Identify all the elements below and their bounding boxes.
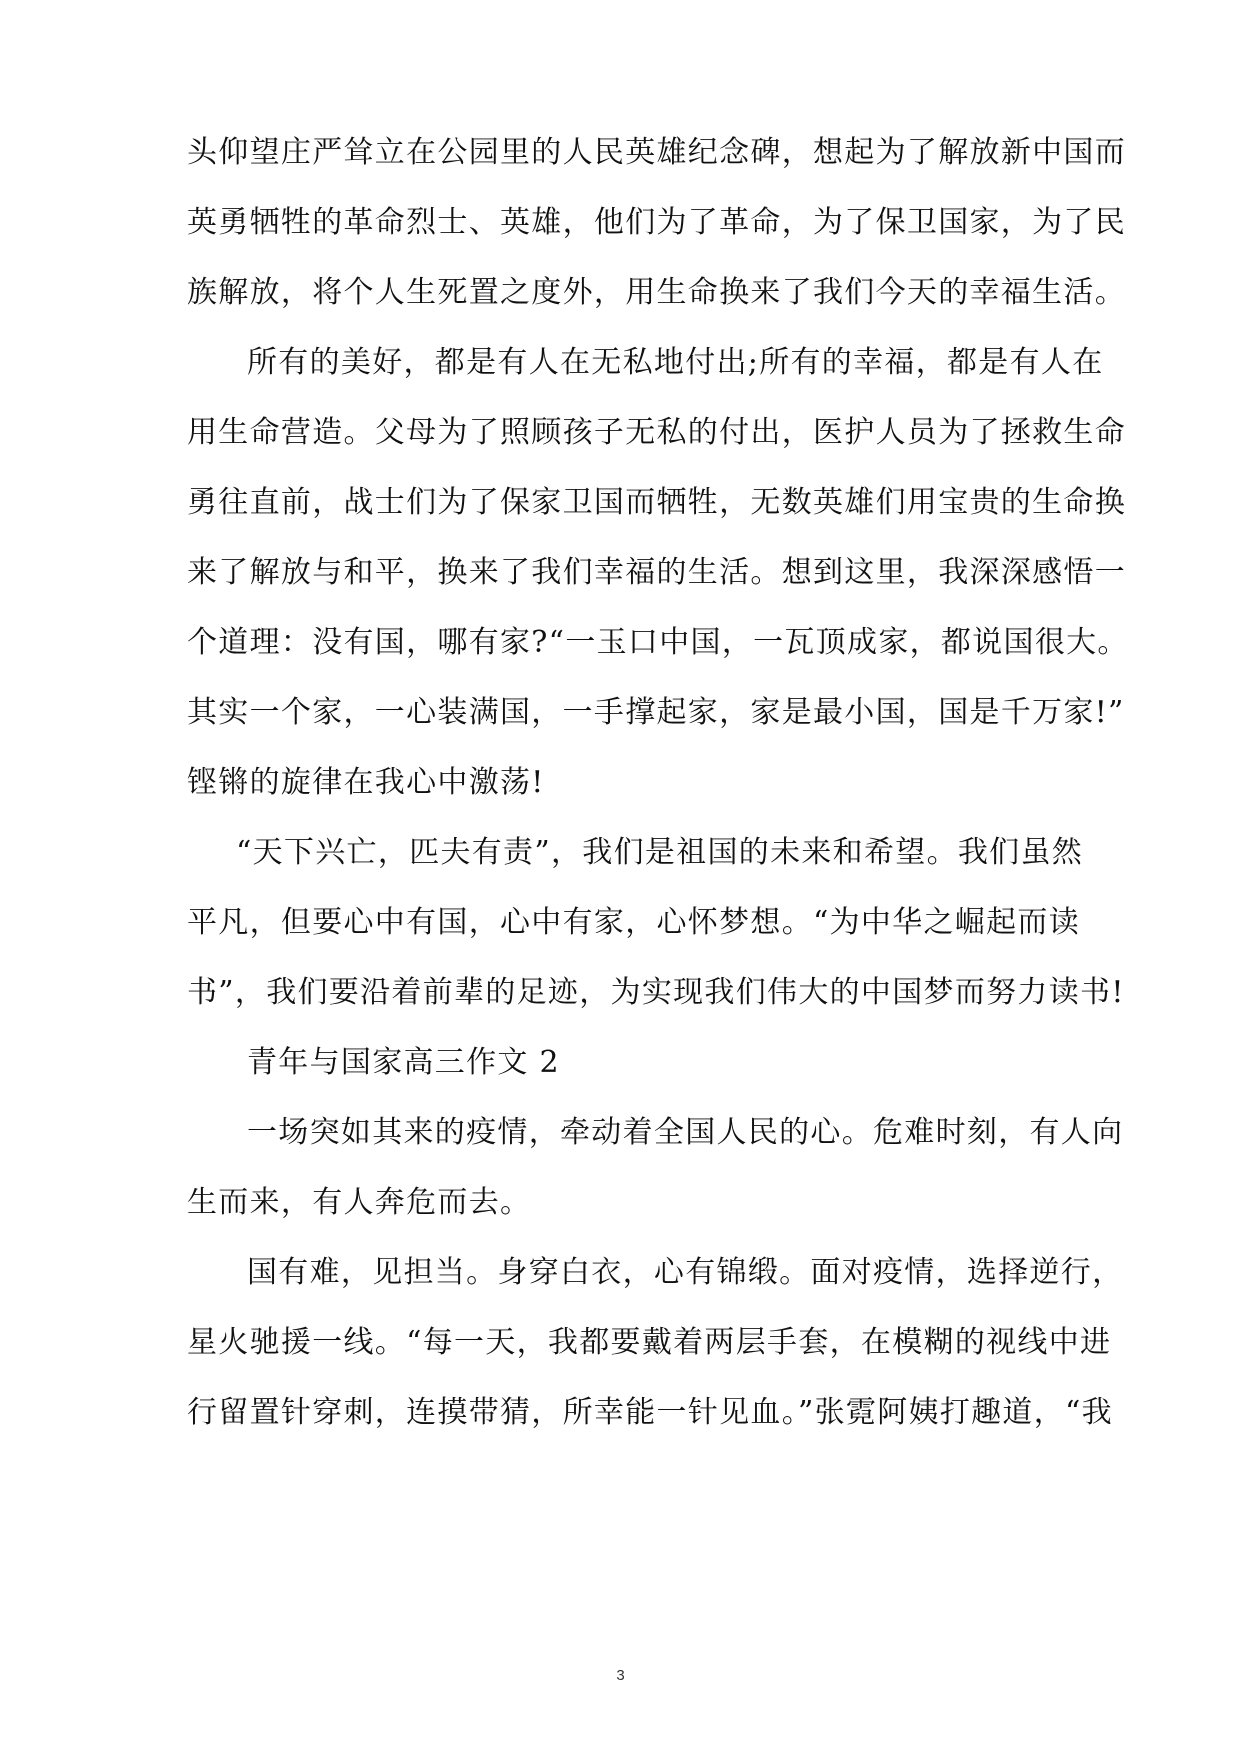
paragraph-line: 星火驰援一线。“每一天，我都要戴着两层手套，在模糊的视线中进 <box>187 1325 1112 1360</box>
paragraph-line: 英勇牺牲的革命烈士、英雄，他们为了革命，为了保卫国家，为了民 <box>187 205 1126 240</box>
paragraph-line: 书”，我们要沿着前辈的足迹，为实现我们伟大的中国梦而努力读书! <box>187 975 1125 1010</box>
paragraph-line: 一场突如其来的疫情，牵动着全国人民的心。危难时刻，有人向 <box>247 1115 1124 1150</box>
paragraph-line: 来了解放与和平，换来了我们幸福的生活。想到这里，我深深感悟一 <box>187 555 1126 590</box>
paragraph-line: 族解放，将个人生死置之度外，用生命换来了我们今天的幸福生活。 <box>187 275 1126 310</box>
paragraph-line: 头仰望庄严耸立在公园里的人民英雄纪念碑，想起为了解放新中国而 <box>187 135 1126 170</box>
paragraph-line: 用生命营造。父母为了照顾孩子无私的付出，医护人员为了拯救生命 <box>187 415 1126 450</box>
page-number: 3 <box>616 1667 625 1684</box>
paragraph-line: 其实一个家，一心装满国，一手撑起家，家是最小国，国是千万家!” <box>187 695 1125 730</box>
paragraph-line: 生而来，有人奔危而去。 <box>187 1185 532 1220</box>
paragraph-line: 铿锵的旋律在我心中激荡! <box>187 765 545 800</box>
paragraph-line: 勇往直前，战士们为了保家卫国而牺牲，无数英雄们用宝贵的生命换 <box>187 485 1126 520</box>
paragraph-line: 国有难，见担当。身穿白衣，心有锦缎。面对疫情，选择逆行， <box>247 1255 1124 1290</box>
paragraph-line: 个道理：没有国，哪有家?“一玉口中国，一瓦顶成家，都说国很大。 <box>187 625 1129 660</box>
paragraph-line: 行留置针穿刺，连摸带猜，所幸能一针见血。”张霓阿姨打趣道，“我 <box>187 1395 1113 1430</box>
section-heading: 青年与国家高三作文 2 <box>247 1045 560 1080</box>
paragraph-line: 所有的美好，都是有人在无私地付出;所有的幸福，都是有人在 <box>247 345 1104 380</box>
paragraph-line: “天下兴亡，匹夫有责”，我们是祖国的未来和希望。我们虽然 <box>236 835 1084 870</box>
paragraph-line: 平凡，但要心中有国，心中有家，心怀梦想。“为中华之崛起而读 <box>187 905 1081 940</box>
